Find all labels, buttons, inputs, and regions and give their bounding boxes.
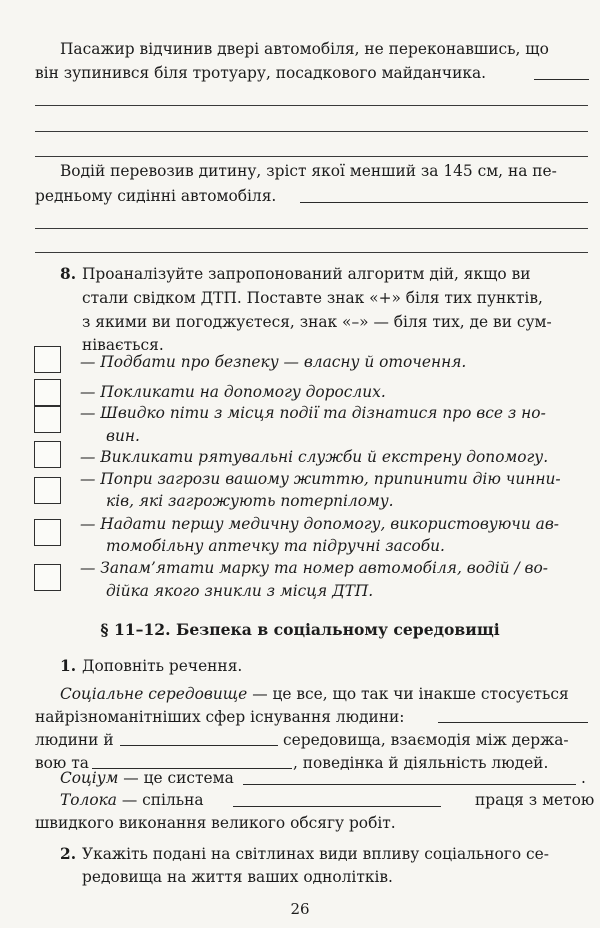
section-heading: § 11–12. Безпека в соціальному середовищі [100,620,500,639]
answer-line[interactable] [35,156,588,157]
option-text: — Швидко піти з місця події та дізнатися про все з но- [80,404,546,422]
task-text: Доповніть речення. [82,657,243,675]
option-text: — Попри загрози вашому життю, припинити дію чинни- [80,470,561,488]
task-text: Укажіть подані на світлинах види впливу соціального се- [82,845,549,863]
answer-checkbox[interactable] [34,519,61,546]
option-text: ків, які загрожують потерпілому. [106,492,394,510]
task-text: Проаналізуйте запропонований алгоритм дій, якщо ви [82,265,531,283]
fill-in-blank[interactable] [243,784,576,785]
term: Соціальне середовище [60,685,248,703]
definition-text: — це все, що так чи інакше стосується [247,685,569,703]
term: Толока [60,791,117,809]
page-number: 26 [290,900,310,918]
fill-in-blank[interactable] [233,806,441,807]
option-text: — Надати першу медичну допомогу, використовуючи ав- [80,515,559,533]
answer-checkbox[interactable] [34,477,61,504]
term: Соціум [60,769,119,787]
punctuation: . [581,769,586,787]
task-number: 1. [60,657,77,675]
task-number: 2. [60,845,77,863]
paragraph-text: Водій перевозив дитину, зріст якої менший за 145 см, на пе- [60,162,557,180]
option-text: — Запам’ятати марку та номер автомобіля, водій / во- [80,559,548,577]
answer-checkbox[interactable] [34,346,61,373]
answer-line[interactable] [35,228,588,229]
task-number: 8. [60,265,77,283]
task-text: редовища на життя ваших однолітків. [82,868,393,886]
definition-text: середовища, взаємодія між держа- [283,731,569,749]
answer-checkbox[interactable] [34,406,61,433]
answer-line[interactable] [35,105,588,106]
answer-line[interactable] [35,252,588,253]
definition-text: , поведінка й діяльність людей. [293,754,549,772]
definition-text: найрізноманітніших сфер існування людини: [35,708,405,726]
paragraph-text: редньому сидінні автомобіля. [35,187,277,205]
answer-line[interactable] [300,202,588,203]
definition-text: — це система [118,769,234,787]
option-text: томобільну аптечку та підручні засоби. [106,537,445,555]
definition-text: праця з метою [475,791,595,809]
answer-line[interactable] [35,131,588,132]
task-text: нівається. [82,336,164,354]
answer-checkbox[interactable] [34,564,61,591]
option-text: вин. [106,427,140,445]
fill-in-blank[interactable] [438,722,588,723]
task-text: стали свідком ДТП. Поставте знак «+» біля тих пунктів, [82,289,543,307]
answer-checkbox[interactable] [34,379,61,406]
option-text: — Покликати на допомогу дорослих. [80,383,386,401]
answer-line[interactable] [534,79,589,80]
paragraph-text: він зупинився біля тротуару, посадкового майданчика. [35,64,487,82]
option-text: — Подбати про безпеку — власну й оточення. [80,353,467,371]
option-text: — Викликати рятувальні служби й екстрену допомогу. [80,448,549,466]
definition-text: — спільна [116,791,204,809]
fill-in-blank[interactable] [120,745,278,746]
definition-text: швидкого виконання великого обсягу робіт. [35,814,396,832]
task-text: з якими ви погоджуєтеся, знак «–» — біля тих, де ви сум- [82,313,552,331]
option-text: дійка якого зникли з місця ДТП. [106,582,374,600]
answer-checkbox[interactable] [34,441,61,468]
definition-text: вою та [35,754,89,772]
paragraph-text: Пасажир відчинив двері автомобіля, не переконавшись, що [60,40,549,58]
definition-text: людини й [35,731,114,749]
